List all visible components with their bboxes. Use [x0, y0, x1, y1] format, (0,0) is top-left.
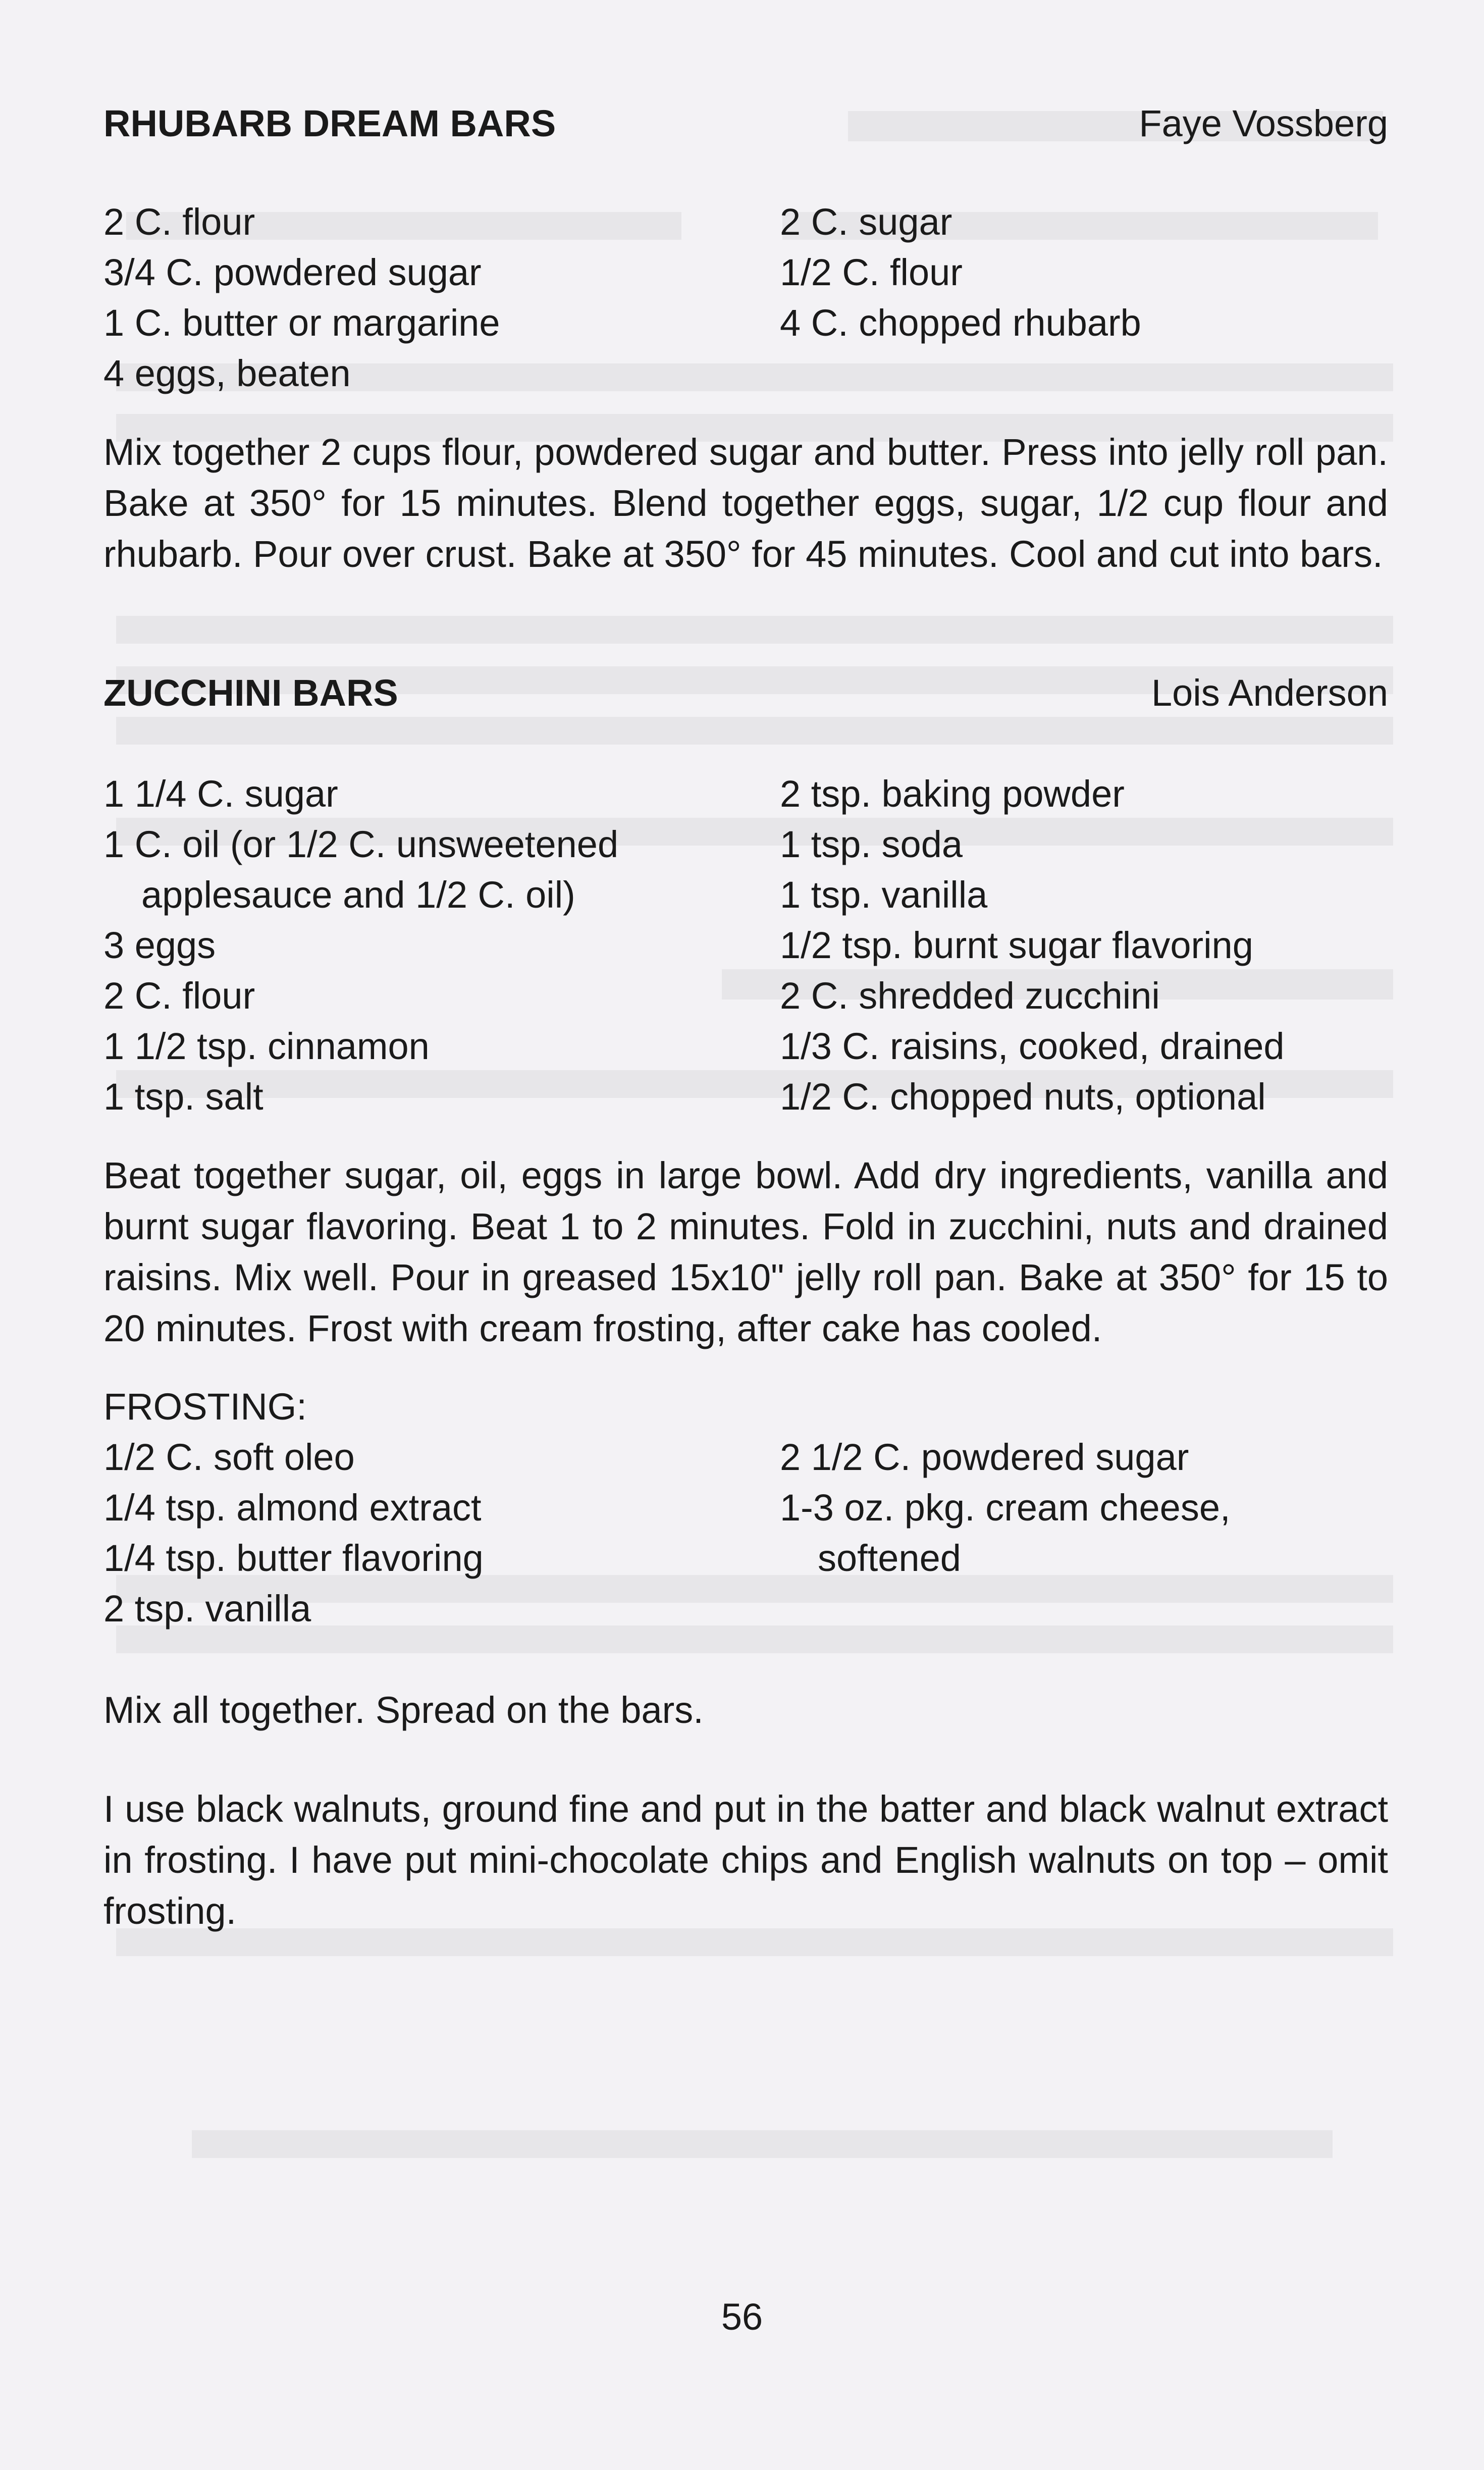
recipe-header: [103, 668, 1388, 718]
ingredient-column-left: [103, 1432, 780, 1634]
ingredient: applesauce and 1/2 C. oil): [141, 874, 575, 916]
ingredient-column-left: [103, 197, 780, 399]
ingredient: 2 C. flour: [103, 201, 255, 243]
ingredient-column-right: [780, 1432, 1388, 1634]
ingredient: 1/3 C. raisins, cooked, drained: [780, 1025, 1285, 1067]
recipe-directions: Beat together sugar, oil, eggs in large bowl. Add dry ingredients, vanilla and burnt sugar flavoring. Beat 1 to 2 minutes. Fold in zucchini, nuts and drained raisins. Mix well. Pour in greased 15x10" jelly roll pan. Bake at 350° for 15 to 20 minutes. Frost with cream frosting, after cake has cooled.: [103, 1154, 1388, 1349]
recipe-title: ZUCCHINI BARS: [103, 672, 398, 714]
ingredient: 1 C. butter or margarine: [103, 302, 500, 344]
ingredient-list: [103, 197, 1388, 399]
recipe-title: RHUBARB DREAM BARS: [103, 102, 556, 144]
ingredient: 2 1/2 C. powdered sugar: [780, 1436, 1189, 1478]
recipe-author: Lois Anderson: [1151, 672, 1388, 714]
ingredient: 1/2 tsp. burnt sugar flavoring: [780, 924, 1253, 966]
recipe-note: I use black walnuts, ground fine and put in the batter and black walnut extract in frosting. I have put mini-chocolate chips and English walnuts on top – omit frosting.: [103, 1788, 1388, 1932]
ingredient: 1 1/4 C. sugar: [103, 773, 338, 815]
ingredient: 1 C. oil (or 1/2 C. unsweetened: [103, 823, 619, 865]
recipe-page: [103, 98, 1388, 1936]
ingredient: 1-3 oz. pkg. cream cheese,: [780, 1487, 1231, 1529]
ingredient: 1/4 tsp. butter flavoring: [103, 1537, 484, 1579]
ingredient: 2 tsp. baking powder: [780, 773, 1125, 815]
recipe-directions: Mix together 2 cups flour, powdered sugar and butter. Press into jelly roll pan. Bake at 350° for 15 minutes. Blend together eggs, sugar, 1/2 cup flour and rhubarb. Pour over crust. Bake at 350° for 45 minutes. Cool and cut into bars.: [103, 431, 1388, 575]
ingredient: 2 tsp. vanilla: [103, 1588, 311, 1630]
ingredient: 1 tsp. vanilla: [780, 874, 988, 916]
ingredient: 4 eggs, beaten: [103, 352, 351, 394]
ingredient: 4 C. chopped rhubarb: [780, 302, 1141, 344]
ingredient: 1/4 tsp. almond extract: [103, 1487, 482, 1529]
ingredient: 2 C. sugar: [780, 201, 952, 243]
ingredient: 3 eggs: [103, 924, 216, 966]
ingredient: 1/2 C. flour: [780, 251, 963, 293]
ingredient-column-left: [103, 769, 780, 1122]
ingredient-column-right: [780, 769, 1388, 1122]
page-number: 56: [721, 2296, 763, 2338]
recipe-zucchini-bars: [103, 668, 1388, 1936]
ingredient: 1 1/2 tsp. cinnamon: [103, 1025, 430, 1067]
ingredient: 1 tsp. salt: [103, 1076, 263, 1118]
recipe-author: Faye Vossberg: [1139, 102, 1388, 144]
ingredient: softened: [818, 1537, 961, 1579]
recipe-rhubarb-dream-bars: [103, 98, 1388, 580]
frosting-directions: Mix all together. Spread on the bars.: [103, 1689, 704, 1731]
ingredient: 3/4 C. powdered sugar: [103, 251, 482, 293]
ingredient: 1/2 C. soft oleo: [103, 1436, 355, 1478]
ingredient: 1 tsp. soda: [780, 823, 963, 865]
recipe-header: [103, 98, 1388, 149]
frosting-section: [103, 1382, 1388, 1736]
ingredient: 2 C. shredded zucchini: [780, 975, 1160, 1017]
ingredient-column-right: [780, 197, 1388, 399]
frosting-ingredient-list: [103, 1432, 1388, 1634]
ingredient: 1/2 C. chopped nuts, optional: [780, 1076, 1266, 1118]
ingredient-list: [103, 769, 1388, 1122]
frosting-label: FROSTING:: [103, 1386, 307, 1428]
ingredient: 2 C. flour: [103, 975, 255, 1017]
